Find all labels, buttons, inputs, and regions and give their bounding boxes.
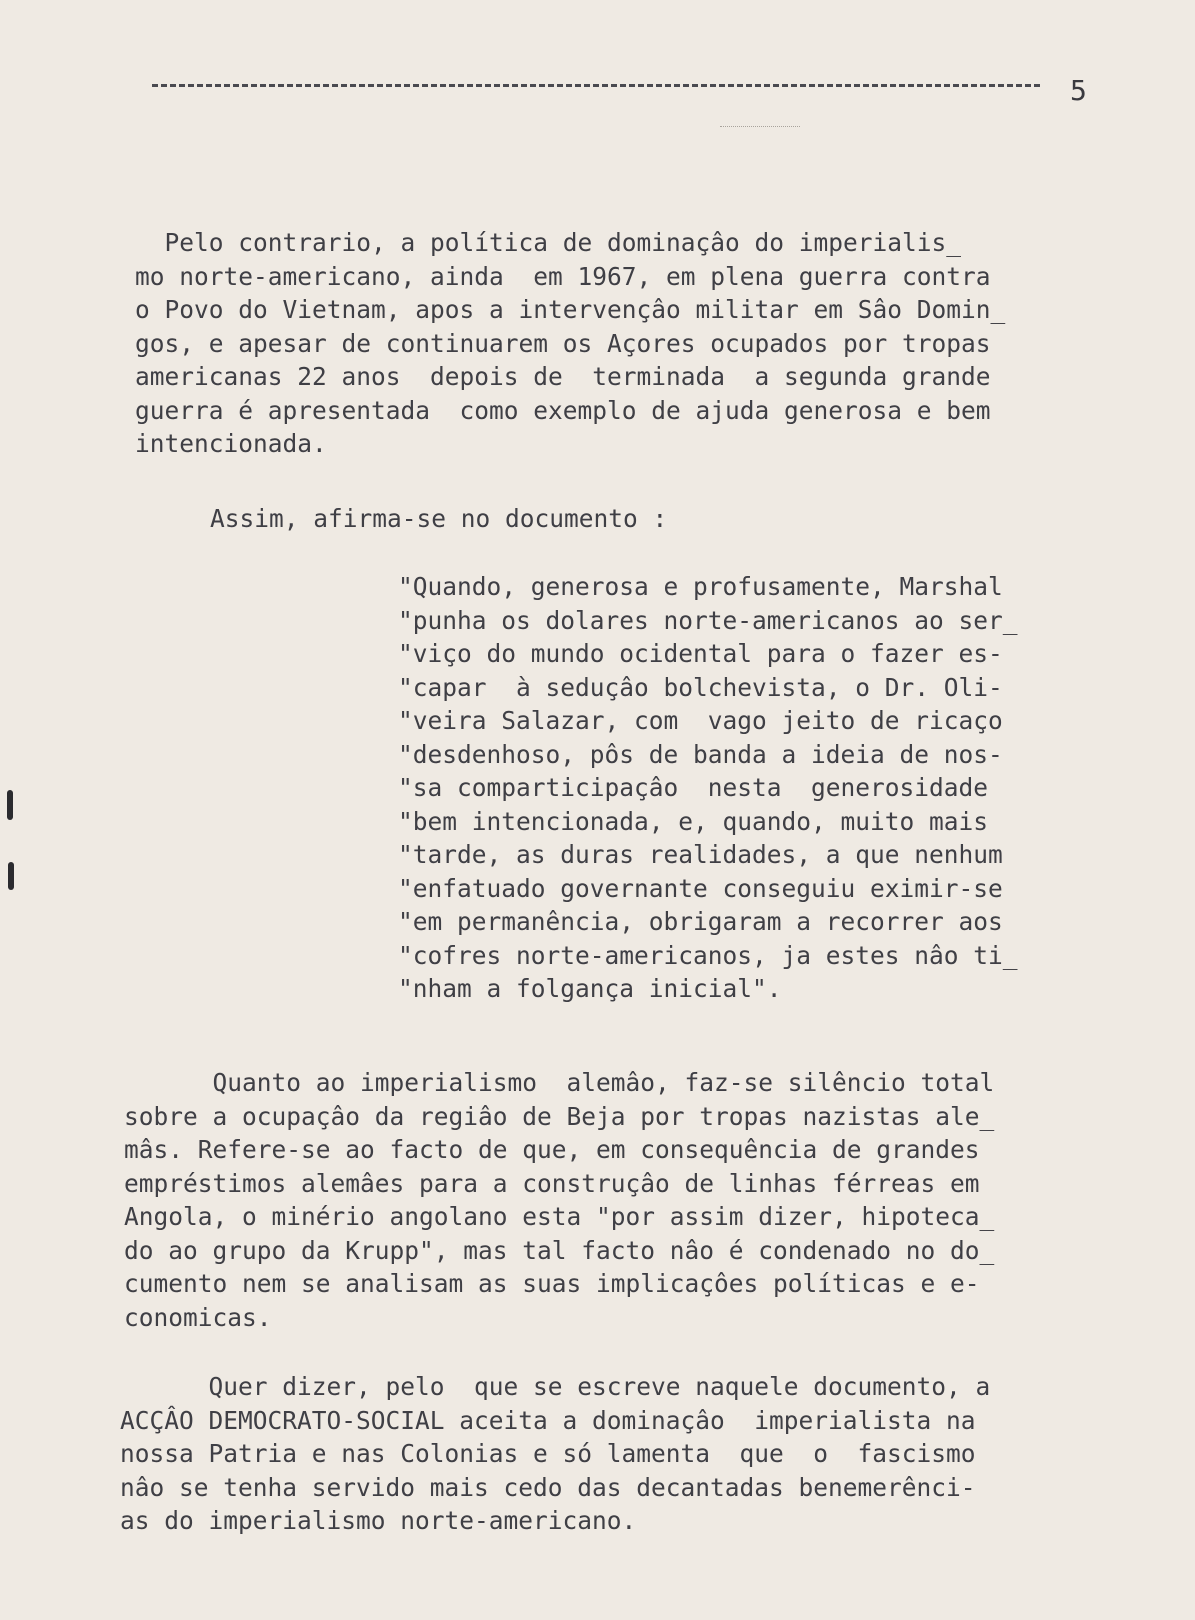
quote-line: "veira Salazar, com vago jeito de ricaço xyxy=(398,706,1003,735)
header-dashed-rule xyxy=(152,84,1040,87)
text-line: do ao grupo da Krupp", mas tal facto nâo é condenado no do_ xyxy=(124,1235,995,1265)
quote-line: "desdenhoso, pôs de banda a ideia de nos- xyxy=(398,739,1003,769)
text-line: nâo se tenha servido mais cedo das decantadas benemerênci- xyxy=(120,1472,976,1502)
quote-line: "enfatuado governante conseguiu eximir-se xyxy=(398,873,1003,903)
quote-line: "tarde, as duras realidades, a que nenhum xyxy=(398,840,1003,869)
paragraph-1 xyxy=(135,226,1005,461)
quote-line: "sa comparticipaçâo nesta generosidade xyxy=(398,773,989,802)
text-line: intencionada. xyxy=(135,429,327,458)
text-line: ACÇÂO DEMOCRATO-SOCIAL aceita a dominaçâo imperialista na xyxy=(120,1405,976,1435)
text-line: o Povo do Vietnam, apos a intervençâo militar em Sâo Domin_ xyxy=(135,295,1006,324)
text-line: empréstimos alemâes para a construçâo de linhas férreas em xyxy=(124,1168,980,1198)
text-line: cumento nem se analisam as suas implicaçôes políticas e e- xyxy=(124,1269,980,1298)
text-line: Pelo contrario, a política de dominaçâo do imperialis_ xyxy=(135,228,962,257)
text-line: conomicas. xyxy=(124,1302,272,1332)
text-line: Angola, o minério angolano esta "por assim dizer, hipoteca_ xyxy=(124,1202,995,1231)
margin-binding-mark xyxy=(8,862,14,890)
quote-line: "cofres norte-americanos, ja estes nâo ti_ xyxy=(398,940,1018,970)
text-line: sobre a ocupaçâo da regiâo de Beja por tropas nazistas ale_ xyxy=(124,1101,995,1131)
text-line: as do imperialismo norte-americano. xyxy=(120,1506,637,1535)
text-line: Assim, afirma-se no documento : xyxy=(210,504,668,533)
margin-binding-mark xyxy=(7,790,13,820)
text-line: Quer dizer, pelo que se escreve naquele documento, a xyxy=(120,1372,991,1401)
faint-mark xyxy=(720,126,800,127)
text-line: mo norte-americano, ainda em 1967, em plena guerra contra xyxy=(135,261,991,291)
quote-line: "em permanência, obrigaram a recorrer aos xyxy=(398,907,1003,936)
text-line: Quanto ao imperialismo alemâo, faz-se silêncio total xyxy=(124,1068,995,1097)
text-line: mâs. Refere-se ao facto de que, em consequência de grandes xyxy=(124,1135,980,1164)
paragraph-4 xyxy=(120,1370,990,1538)
quote-line: "nham a folgança inicial". xyxy=(398,974,782,1003)
text-line: nossa Patria e nas Colonias e só lamenta que o fascismo xyxy=(120,1439,976,1468)
page-number: 5 xyxy=(1070,74,1087,107)
quote-line: "punha os dolares norte-americanos ao ser_ xyxy=(398,605,1018,635)
text-line: guerra é apresentada como exemplo de ajuda generosa e bem xyxy=(135,395,991,425)
quote-line: "capar à seduçâo bolchevista, o Dr. Oli- xyxy=(398,672,1003,702)
paragraph-2 xyxy=(210,502,667,536)
text-line: gos, e apesar de continuarem os Açores ocupados por tropas xyxy=(135,328,991,358)
quote-line: "bem intencionada, e, quando, muito mais xyxy=(398,806,989,836)
quote-line: "Quando, generosa e profusamente, Marshal xyxy=(398,572,1003,601)
block-quote xyxy=(398,570,1018,1006)
paragraph-3 xyxy=(124,1066,994,1334)
quote-line: "viço do mundo ocidental para o fazer es- xyxy=(398,639,1003,668)
text-line: americanas 22 anos depois de terminada a segunda grande xyxy=(135,362,991,391)
